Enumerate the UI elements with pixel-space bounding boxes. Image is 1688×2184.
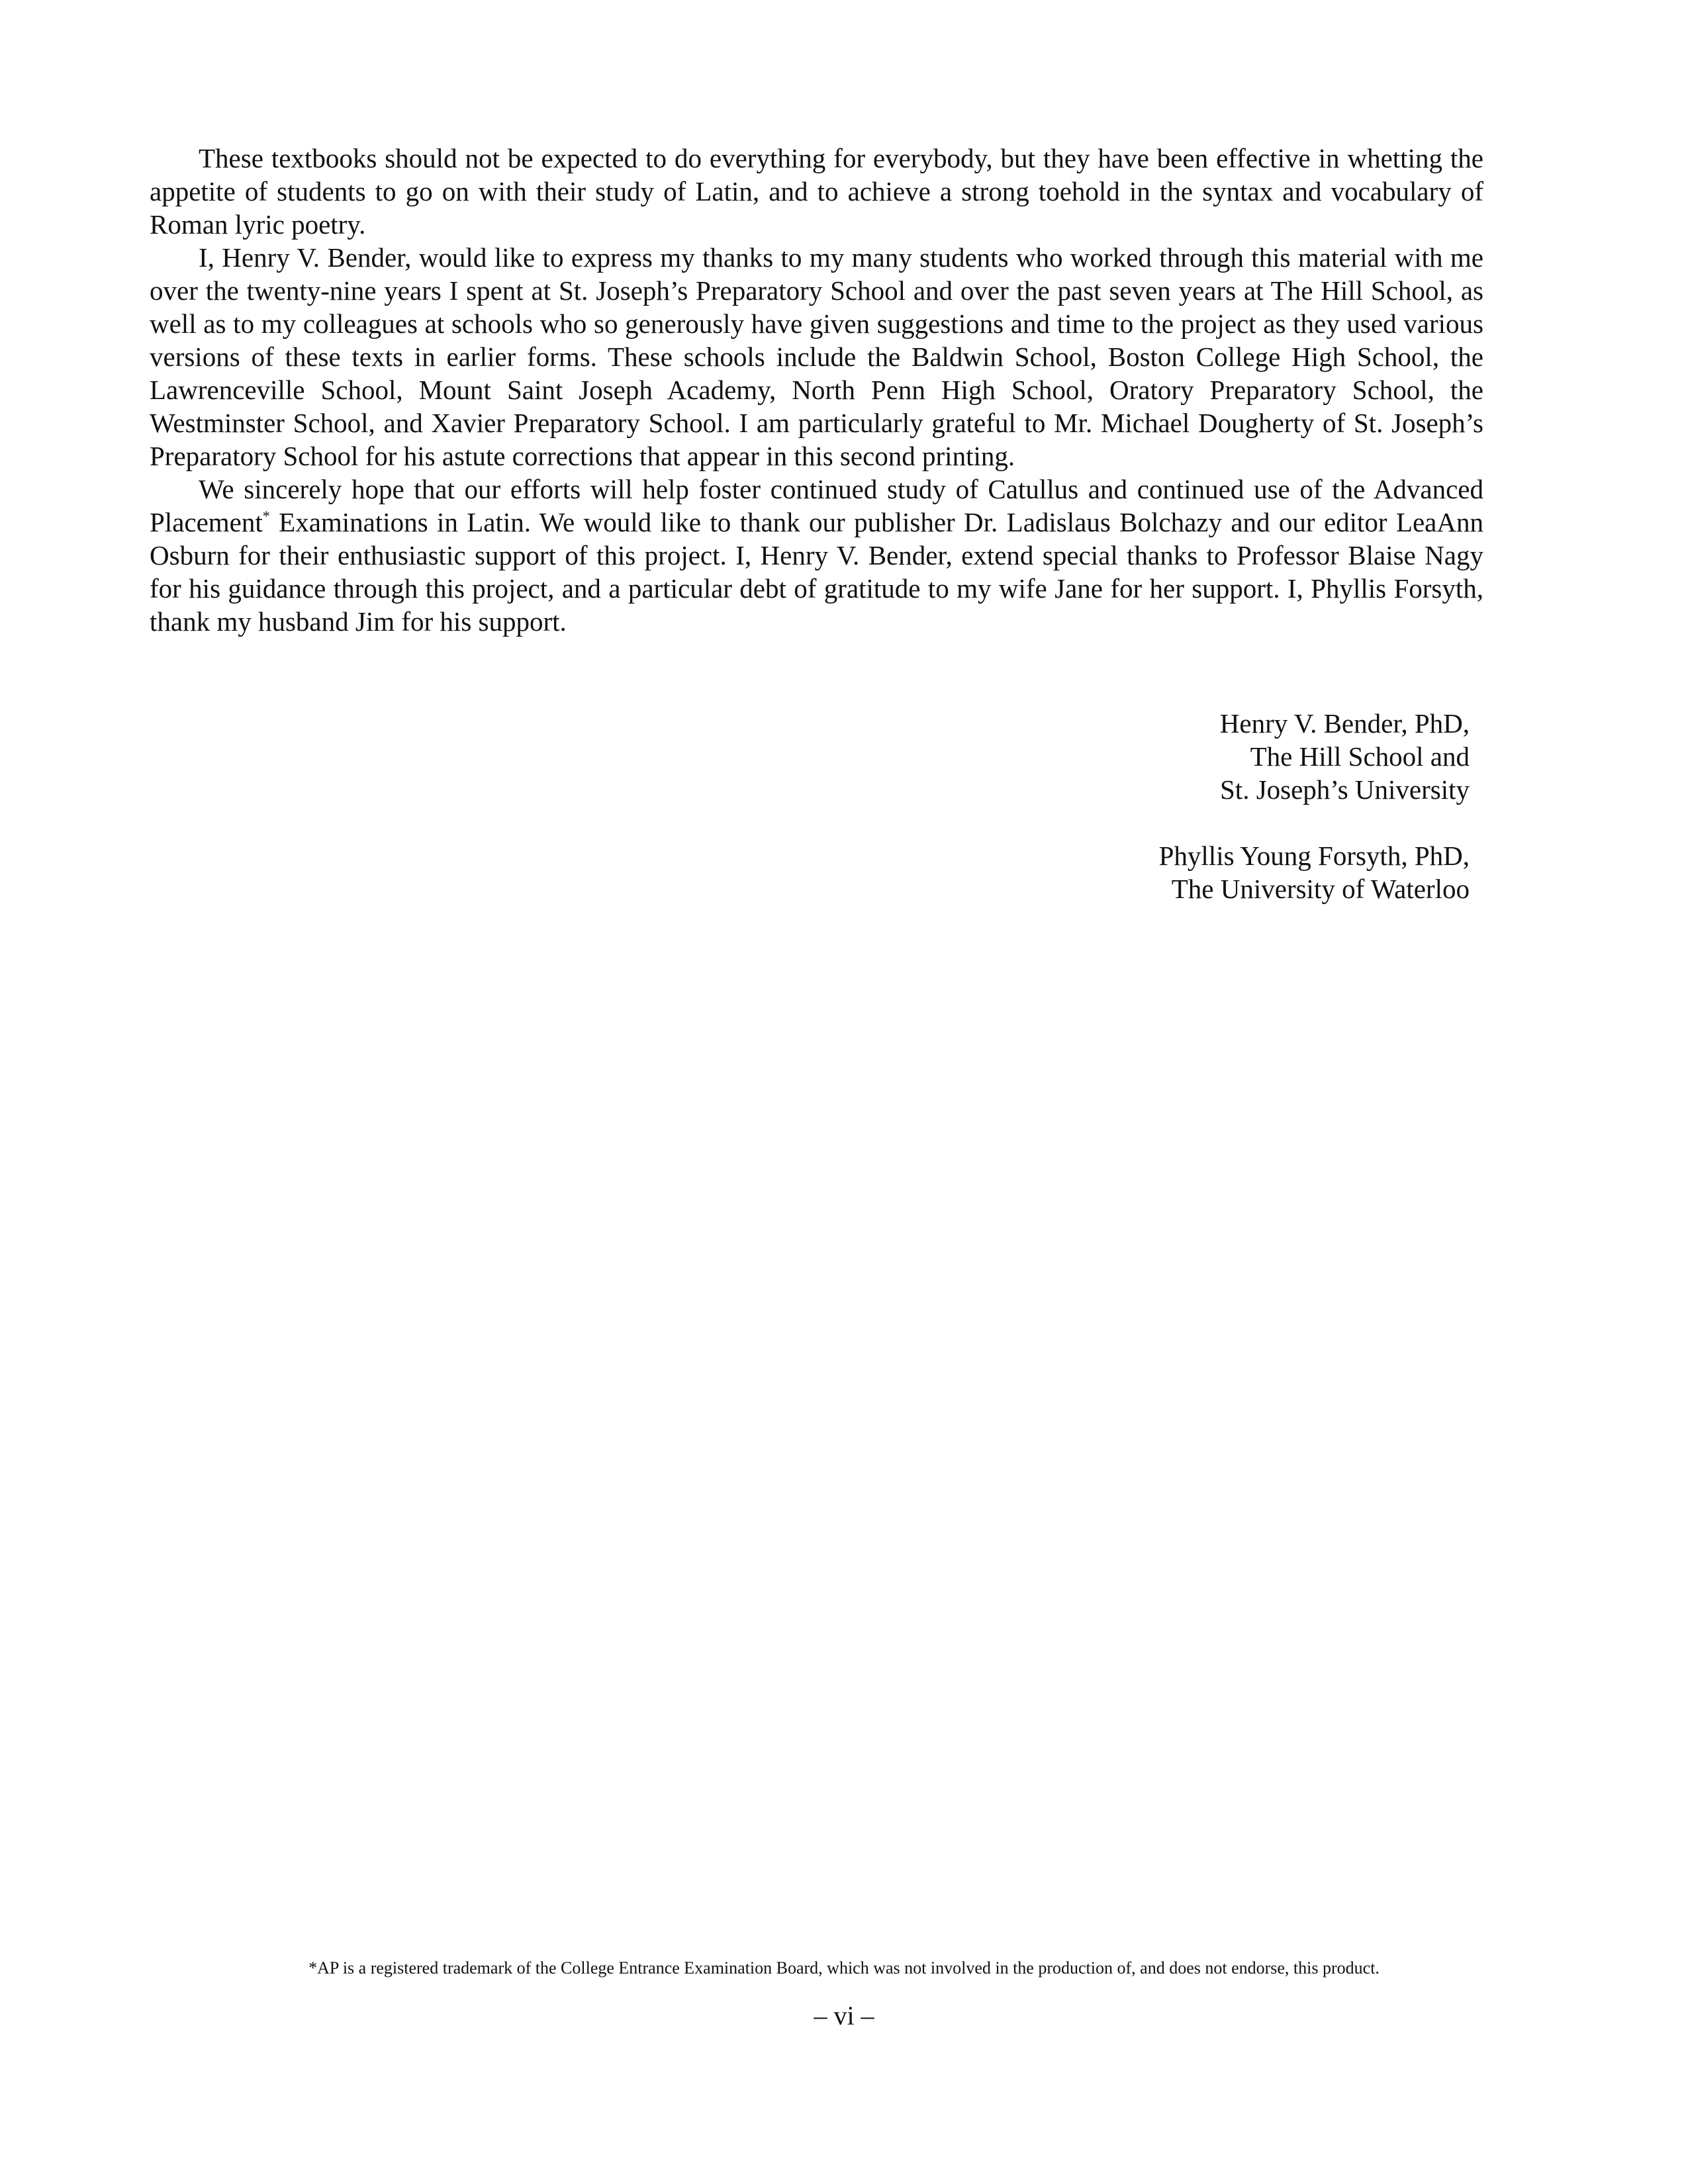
- trademark-footnote: *AP is a registered trademark of the College Entrance Examination Board, which was not involved in the production of, and does not endorse, this product.: [308, 1958, 1380, 1978]
- paragraph-thanks: [150, 473, 1483, 638]
- paragraph-textbooks: These textbooks should not be expected to do everything for everybody, but they have been effective in whetting the appetite of students to go on with their study of Latin, and to achieve a strong toehold in the syntax and vocabulary of Roman lyric poetry.: [150, 143, 1483, 240]
- trademark-footnote-marker: *: [262, 508, 270, 524]
- signature-line: Phyllis Young Forsyth, PhD,: [1158, 841, 1470, 871]
- page-number: – vi –: [814, 2001, 874, 2030]
- signature-forsyth: [1159, 839, 1470, 905]
- signature-line: The Hill School and: [1250, 741, 1470, 772]
- signature-bender: [1159, 707, 1470, 806]
- paragraph-acknowledgements-bender: I, Henry V. Bender, would like to express my thanks to my many students who worked through this material with me over the twenty-nine years I spent at St. Joseph’s Preparatory School and over the past seven years at The Hill School, as well as to my colleagues at schools who so generously have given suggestions and time to the project as they used various versions of these texts in earlier forms. These schools include the Baldwin School, Boston College High School, the Lawrenceville School, Mount Saint Joseph Academy, North Penn High School, Oratory Preparatory School, the Westminster School, and Xavier Preparatory School. I am particularly grateful to Mr. Michael Dougherty of St. Joseph’s Preparatory School for his astute corrections that appear in this second printing.: [150, 242, 1483, 471]
- signature-section: [1159, 707, 1470, 938]
- body-text: [150, 142, 1483, 638]
- signature-line: The University of Waterloo: [1171, 874, 1470, 904]
- paragraph-thanks-start: We sincerely hope that our efforts will help foster continued study of Catullus and continued use of the Advanced Placement: [150, 474, 1483, 537]
- signature-line: St. Joseph’s University: [1220, 774, 1470, 805]
- signature-line: Henry V. Bender, PhD,: [1219, 708, 1470, 739]
- paragraph-thanks-end: Examinations in Latin. We would like to thank our publisher Dr. Ladislaus Bolchazy and our editor LeaAnn Osburn for their enthusiastic support of this project. I, Henry V. Bender, extend special thanks to Professor Blaise Nagy for his guidance through this project, and a particular debt of gratitude to my wife Jane for her support. I, Phyllis Forsyth, thank my husband Jim for his support.: [150, 507, 1483, 637]
